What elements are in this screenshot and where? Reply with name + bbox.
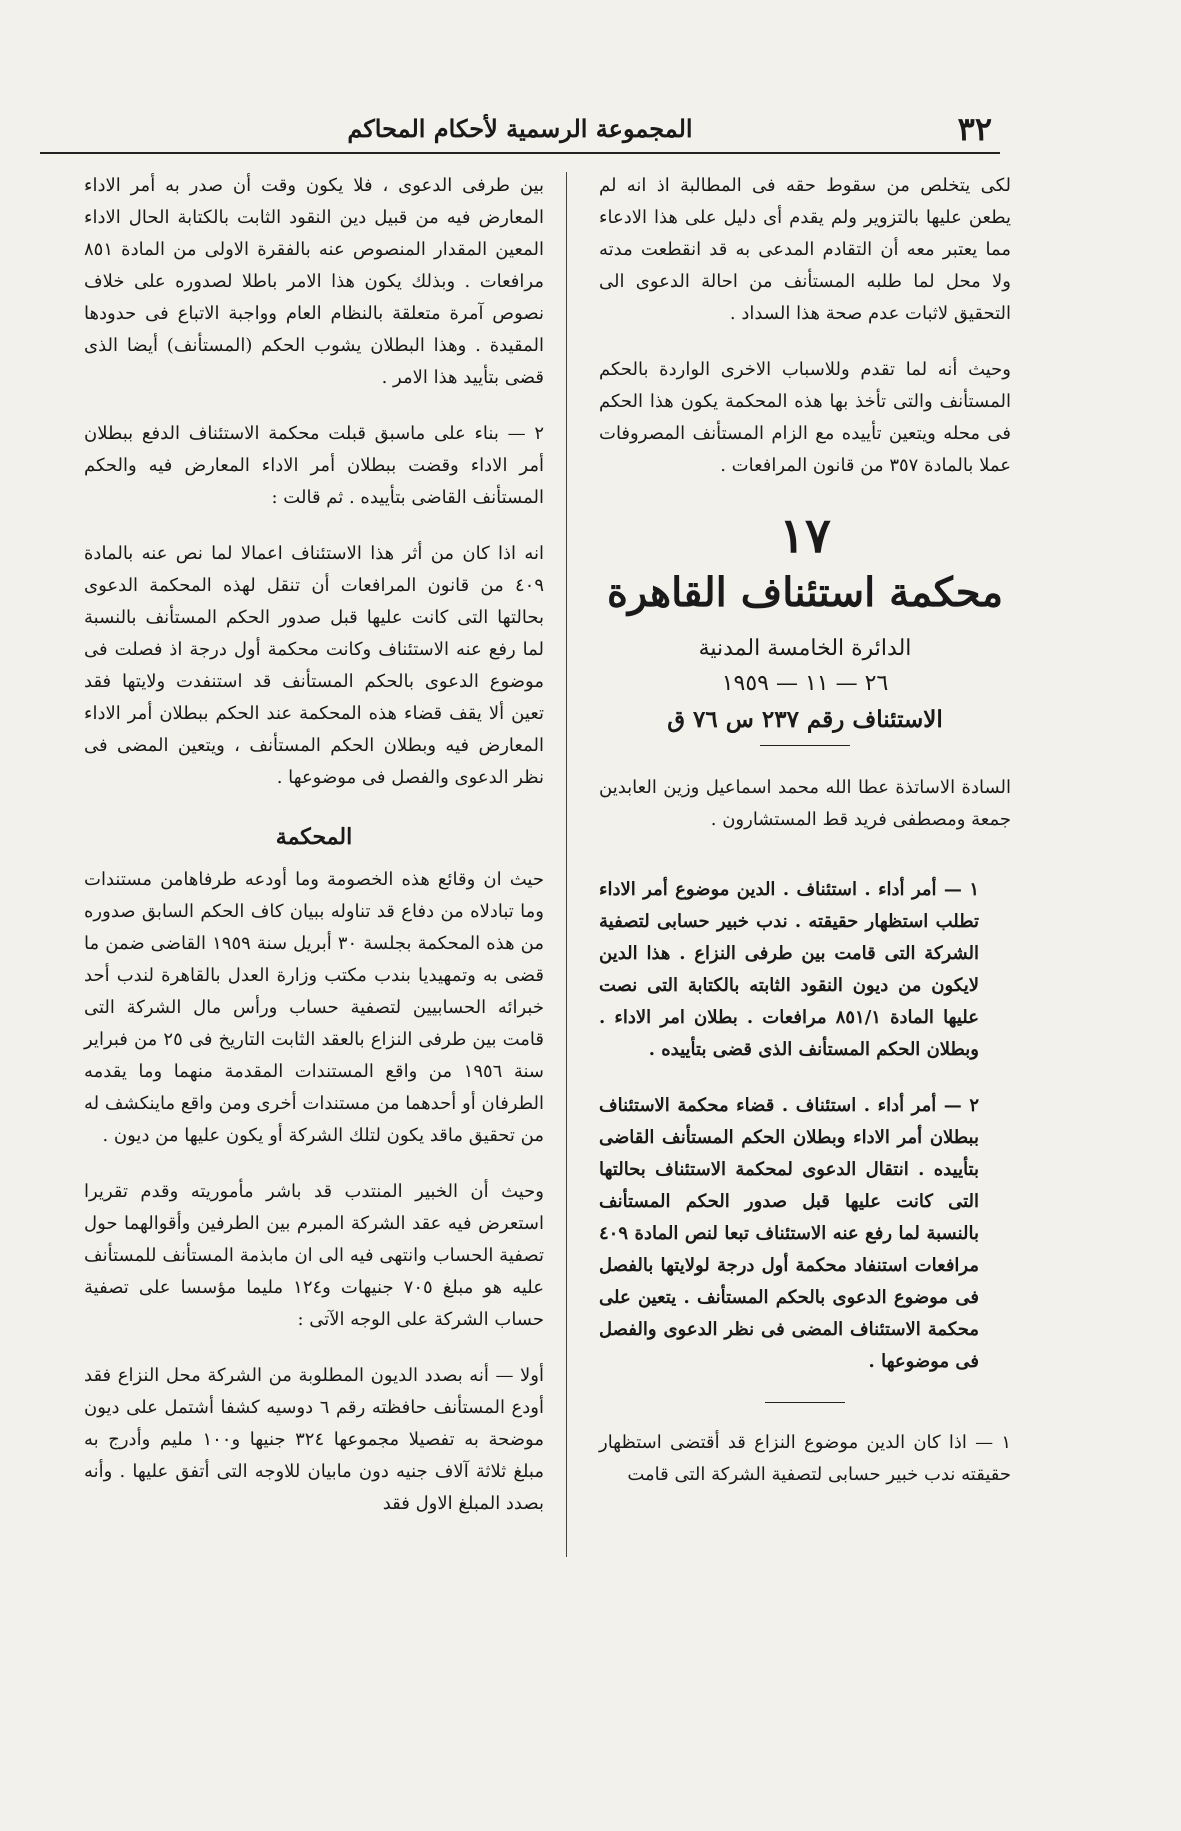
right-column — [599, 170, 1011, 1515]
divider — [760, 745, 850, 746]
paragraph: انه اذا كان من أثر هذا الاستئناف اعمالا لما نص عنه بالمادة ٤٠٩ من قانون المرافعات أن تنقل لهذه المحكمة الدعوى بحالتها التى كانت عليها قبل صدور الحكم المستأنف بالنسبة لما رفع عنه الاستئناف وكانت محكمة أول درجة اذ فصلت فى موضوع الدعوى بالحكم المستأنف قد استنفدت ولايتها فقد تعين ألا يقف قضاء هذه المحكمة عند الحكم ببطلان أمر الاداء المعارض فيه وبطلان الحكم المستأنف ، ويتعين المضى فى نظر الدعوى والفصل فى موضوعها . — [84, 543, 544, 788]
judges-list: السادة الاساتذة عطا الله محمد اسماعيل وزين العابدين جمعة ومصطفى فريد قط المستشارون . — [599, 777, 1011, 830]
paragraph: بين طرفى الدعوى ، فلا يكون وقت أن صدر به أمر الاداء المعارض فيه من قبيل دين النقود الثابت بالكتابة الحال الاداء المعين المقدار المنصوص عنه بالفقرة الاولى من المادة ٨٥١ مرافعات . وبذلك يكون هذا الامر باطلا لصدوره على خلاف نصوص آمرة متعلقة بالنظام العام وواجبة الاتباع فى حدودها المقيدة . وهذا البطلان يشوب الحكم (المستأنف) أيضا الذى قضى بتأييد هذا الامر . — [84, 175, 544, 388]
left-column — [84, 170, 544, 1544]
section-heading: المحكمة — [275, 824, 353, 850]
headnote: ١ — أمر أداء . استئناف . الدين موضوع أمر الاداء تطلب استظهار حقيقته . ندب خبير حسابى لتصفية الشركة التى قامت بين طرفى النزاع . هذا الدين لايكون من ديون النقود الثابته بالكتابة التى نصت عليها المادة ٨٥١/١ مرافعات . بطلان امر الاداء . وبطلان الحكم المستأنف الذى قضى بتأييده . — [599, 879, 979, 1060]
paragraph: ٢ — بناء على ماسبق قبلت محكمة الاستئناف الدفع ببطلان أمر الاداء وقضت ببطلان أمر الاداء المعارض فيه والحكم المستأنف القاضى بتأييده . ثم قالت : — [84, 423, 544, 508]
divider — [765, 1402, 845, 1403]
running-title: المجموعة الرسمية لأحكام المحاكم — [347, 114, 693, 143]
paragraph: ١ — اذا كان الدين موضوع النزاع قد أقتضى استظهار حقيقته ندب خبير حسابى لتصفية الشركة التى قامت — [599, 1432, 1011, 1485]
court-name: محكمة استئناف القاهرة — [606, 569, 1004, 616]
page-header — [40, 104, 1000, 154]
circuit-name: الدائرة الخامسة المدنية — [698, 636, 912, 661]
case-number: ١٧ — [779, 508, 831, 564]
paragraph: وحيث أنه لما تقدم وللاسباب الاخرى الواردة بالحكم المستأنف والتى تأخذ بها هذه المحكمة يكون هذا الحكم فى محله ويتعين تأييده مع الزام المستأنف المصروفات عملا بالمادة ٣٥٧ من قانون المرافعات . — [599, 359, 1011, 476]
appeal-number: الاستئناف رقم ٢٣٧ س ٧٦ ق — [667, 706, 943, 733]
case-date: ٢٦ — ١١ — ١٩٥٩ — [721, 671, 889, 696]
paragraph: لكى يتخلص من سقوط حقه فى المطالبة اذ انه لم يطعن عليها بالتزوير ولم يقدم أى دليل على هذا الادعاء مما يعتبر معه أن التقادم المدعى به قد انقطعت مدته ولا محل لما طلبه المستأنف من احالة الدعوى الى التحقيق لاثبات عدم صحة هذا السداد . — [599, 175, 1011, 324]
paragraph: حيث ان وقائع هذه الخصومة وما أودعه طرفاهامن مستندات وما تبادلاه من دفاع قد تناوله ببيان كاف الحكم السابق صدوره من هذه المحكمة بجلسة ٣٠ أبريل سنة ١٩٥٩ القاضى ضمن ما قضى به وتمهيديا بندب مكتب وزارة العدل بالقاهرة لندب أحد خبرائه الحسابيين لتصفية حساب ورأس مال الشركة التى قامت بين طرفى النزاع بالعقد الثابت التاريخ فى ٢٥ من فبراير سنة ١٩٥٦ من واقع المستندات المقدمة منهما وما يقدمه الطرفان أو أحدهما من مستندات أخرى ومن واقع ماينكشف له من تحقيق ماقد يكون لتلك الشركة أو يكون عليها من ديون . — [84, 869, 545, 1146]
paragraph: أولا — أنه بصدد الديون المطلوبة من الشركة محل النزاع فقد أودع المستأنف حافظته رقم ٦ دوسيه كشفا أشتمل على ديون موضحة به تفصيلا مجموعها ٣٢٤ جنيها و١٠٠ مليم وأدرج به مبلغ ثلاثة آلاف جنيه دون مابيان للاوجه التى أتفق عليها . وأنه بصدد المبلغ الاول فقد — [84, 1365, 545, 1514]
page-number: ٣٢ — [957, 110, 992, 148]
headnote: ٢ — أمر أداء . استئناف . قضاء محكمة الاستئناف ببطلان أمر الاداء وبطلان الحكم المستأنف القاضى بتأييده . انتقال الدعوى لمحكمة الاستئناف بحالتها التى كانت عليها قبل صدور الحكم المستأنف بالنسبة لما رفع عنه الاستئناف تبعا لنص المادة ٤٠٩ مرافعات استنفاد محكمة أول درجة لولايتها بالفصل فى موضوع الدعوى بالحكم المستأنف . يتعين على محكمة الاستئناف المضى فى نظر الدعوى والفصل فى موضوعها . — [599, 1095, 979, 1372]
paragraph: وحيث أن الخبير المنتدب قد باشر مأموريته وقدم تقريرا استعرض فيه عقد الشركة المبرم بين الطرفين وأقوالهما حول تصفية الحساب وانتهى فيه الى ان مابذمة المستأنف للمستأنف عليه هو مبلغ ٧٠٥ جنيهات و١٢٤ مليما مؤسسا على تصفية حساب الشركة على الوجه الآتى : — [84, 1181, 544, 1330]
column-divider — [566, 172, 567, 1557]
